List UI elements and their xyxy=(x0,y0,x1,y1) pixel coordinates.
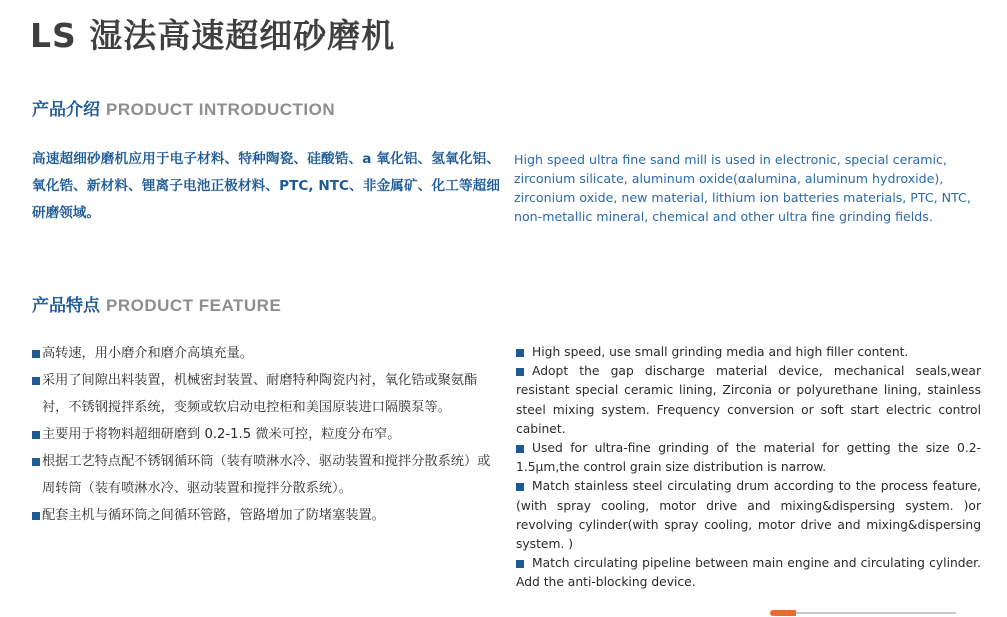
feature-item-en-text: Used for ultra-fine grinding of the material for getting the size 0.2-1.5μm,the control grain size distribution is narrow. xyxy=(516,441,981,475)
feature-item-en xyxy=(516,554,981,592)
feature-item-cn xyxy=(32,502,497,529)
feature-item-cn xyxy=(32,448,497,502)
square-bullet-icon xyxy=(32,458,40,466)
introduction-text-cn: 高速超细砂磨机应用于电子材料、特种陶瓷、硅酸锆、a 氧化铝、氢氧化铝、氧化锆、新材料、锂离子电池正极材料、PTC, NTC、非金属矿、化工等超细研磨领域。 xyxy=(32,151,500,221)
decorative-divider xyxy=(776,612,956,614)
introduction-heading-en: PRODUCT INTRODUCTION xyxy=(106,100,336,119)
feature-item-cn-text: 高转速，用小磨介和磨介高填充量。 xyxy=(42,346,253,361)
square-bullet-icon xyxy=(516,445,524,453)
feature-item-en-text: Match circulating pipeline between main engine and circulating cylinder. Add the anti-blocking device. xyxy=(516,556,981,590)
feature-list-cn xyxy=(32,340,497,529)
square-bullet-icon xyxy=(32,512,40,520)
square-bullet-icon xyxy=(516,560,524,568)
feature-item-en-text: Match stainless steel circulating drum according to the process feature, (with spray cooling, motor drive and mixing&dispersing system. )or revolving cylinder(with spray cooling, motor drive and mixing&dispersing system. ) xyxy=(516,479,981,552)
feature-item-en-text: High speed, use small grinding media and high filler content. xyxy=(532,345,909,359)
introduction-text-en: High speed ultra fine sand mill is used in electronic, special ceramic, zirconium silicate, aluminum oxide(αalumina, aluminum hydroxide), zirconium oxide, new material, lithium ion batteries materials, PTC, NTC, non-metallic mineral, chemical and other ultra fine grinding fields. xyxy=(514,152,971,224)
introduction-heading xyxy=(32,98,335,122)
introduction-heading-cn: 产品介绍 xyxy=(32,100,100,120)
decorative-accent-mark xyxy=(770,610,796,616)
feature-item-en xyxy=(516,343,981,362)
feature-item-cn-text: 采用了间隙出料装置，机械密封装置、耐磨特种陶瓷内衬，氧化锆或聚氨酯衬，不锈钢搅拌系统，变频或软启动电控柜和美国原装进口隔膜泵等。 xyxy=(42,373,478,415)
square-bullet-icon xyxy=(516,349,524,357)
feature-list-en xyxy=(516,343,981,593)
square-bullet-icon xyxy=(32,377,40,385)
feature-item-cn xyxy=(32,367,497,421)
square-bullet-icon xyxy=(32,431,40,439)
feature-heading-cn: 产品特点 xyxy=(32,296,100,316)
square-bullet-icon xyxy=(516,368,524,376)
feature-heading xyxy=(32,294,281,318)
square-bullet-icon xyxy=(32,350,40,358)
feature-item-cn-text: 配套主机与循环筒之间循环管路，管路增加了防堵塞装置。 xyxy=(42,508,385,523)
page-title: LS 湿法高速超细砂磨机 xyxy=(30,16,396,55)
feature-item-cn xyxy=(32,340,497,367)
square-bullet-icon xyxy=(516,483,524,491)
feature-item-en xyxy=(516,477,981,554)
feature-heading-en: PRODUCT FEATURE xyxy=(106,296,282,315)
feature-item-en xyxy=(516,362,981,439)
feature-item-cn-text: 根据工艺特点配不锈钢循环筒（装有喷淋水冷、驱动装置和搅拌分散系统）或周转筒（装有喷淋水冷、驱动装置和搅拌分散系统）。 xyxy=(42,454,491,496)
feature-item-en xyxy=(516,439,981,477)
feature-item-cn-text: 主要用于将物料超细研磨到 0.2-1.5 微米可控，粒度分布窄。 xyxy=(42,427,401,442)
feature-item-cn xyxy=(32,421,497,448)
feature-item-en-text: Adopt the gap discharge material device, mechanical seals,wear resistant special ceramic lining, Zirconia or polyurethane lining, stainless steel mixing system. Frequency conversion or soft start electric control cabinet. xyxy=(516,364,981,436)
